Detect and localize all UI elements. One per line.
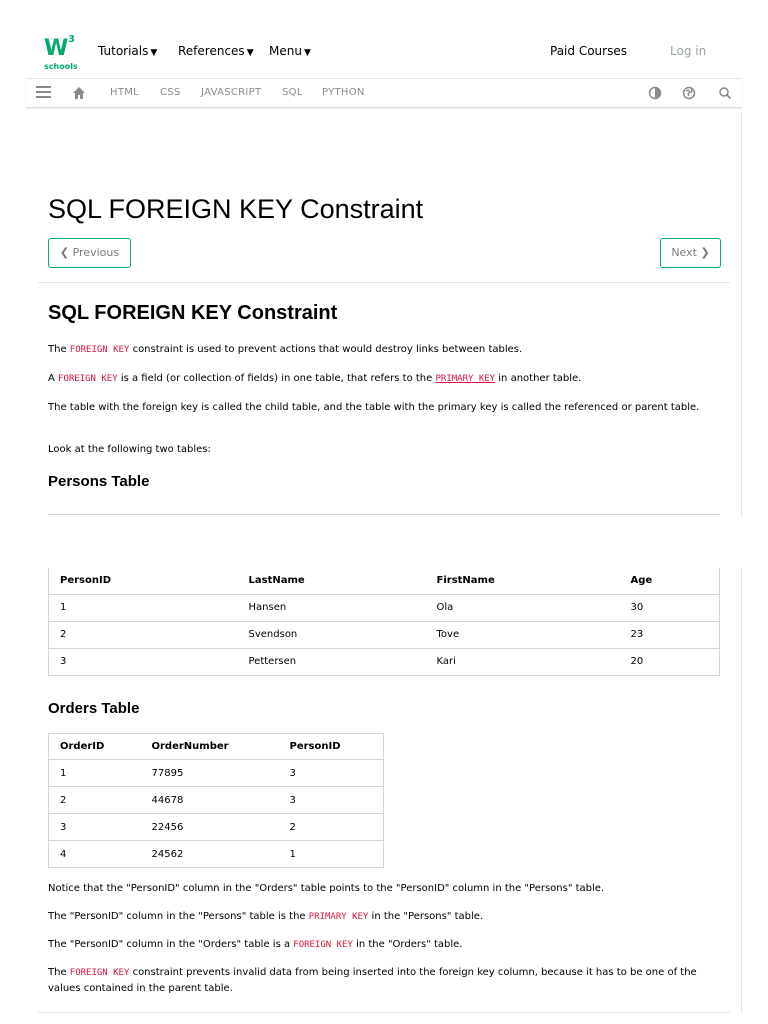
column-header: Age [620, 568, 720, 594]
table-cell: 23 [620, 621, 720, 648]
table-row [49, 621, 720, 648]
table-row [49, 841, 384, 868]
tutorials-label: Tutorials [98, 44, 149, 58]
code-foreign-key: FOREIGN KEY [58, 374, 118, 384]
next-button[interactable]: Next ❯ [660, 238, 721, 268]
code-foreign-key: FOREIGN KEY [293, 940, 353, 950]
home-icon[interactable] [72, 86, 86, 100]
table-cell: Kari [426, 648, 620, 675]
references-menu[interactable] [178, 44, 254, 58]
table-cell: 3 [279, 760, 384, 787]
top-navbar [26, 28, 742, 78]
previous-button[interactable]: ❮ Previous [48, 238, 131, 268]
table-cell: 44678 [141, 787, 279, 814]
divider [38, 1012, 730, 1013]
login-link[interactable]: Log in [670, 44, 707, 58]
table-cell: 30 [620, 594, 720, 621]
page-title: SQL FOREIGN KEY Constraint [48, 194, 424, 224]
column-header: OrderNumber [141, 734, 279, 760]
subnav-python[interactable]: PYTHON [322, 87, 365, 98]
subnav-javascript[interactable]: JAVASCRIPT [201, 87, 262, 98]
subject-navbar [26, 78, 742, 108]
primary-key-link[interactable]: PRIMARY KEY [435, 374, 496, 384]
subnav-css[interactable]: CSS [160, 87, 181, 98]
logo-superscript: 3 [68, 34, 75, 45]
table-cell: 2 [279, 814, 384, 841]
logo-mark: W [44, 36, 67, 61]
w3schools-logo[interactable] [44, 36, 84, 72]
table-cell: 1 [279, 841, 384, 868]
hamburger-menu-icon[interactable] [36, 86, 51, 99]
column-header: OrderID [49, 734, 141, 760]
paragraph-notice: Notice that the "PersonID" column in the "Orders" table points to the "PersonID" column in the "Persons" table. [48, 883, 605, 894]
table-row [49, 814, 384, 841]
table-cell: 77895 [141, 760, 279, 787]
code-foreign-key: FOREIGN KEY [69, 345, 130, 355]
paragraph-child-parent: The table with the foreign key is called the child table, and the table with the primary key is called the referenced or parent table. [48, 402, 700, 413]
globe-icon[interactable] [682, 86, 696, 100]
persons-table-heading: Persons Table [48, 473, 150, 490]
table-cell: 3 [279, 787, 384, 814]
table-cell: 2 [49, 787, 141, 814]
table-cell: 1 [49, 594, 238, 621]
persons-table [48, 568, 720, 676]
content-border [741, 568, 742, 1013]
table-header-row [49, 568, 720, 594]
column-header: LastName [238, 568, 426, 594]
table-cell: Tove [426, 621, 620, 648]
paragraph-look: Look at the following two tables: [48, 444, 211, 455]
paragraph-primary-key: The "PersonID" column in the "Persons" table is the PRIMARY KEY in the "Persons" table. [48, 911, 484, 922]
tutorials-menu[interactable] [98, 44, 157, 58]
caret-down-icon: ▼ [246, 48, 254, 58]
caret-down-icon: ▼ [150, 48, 158, 58]
paragraph-intro: The FOREIGN KEY constraint is used to prevent actions that would destroy links between tables. [48, 344, 523, 355]
table-cell: 3 [49, 814, 141, 841]
table-cell: 4 [49, 841, 141, 868]
content-border [741, 112, 742, 517]
table-row [49, 648, 720, 675]
table-cell: 20 [620, 648, 720, 675]
column-header: PersonID [49, 568, 238, 594]
table-row [49, 760, 384, 787]
paragraph-definition: A FOREIGN KEY is a field (or collection of fields) in one table, that refers to the PRIMARY KEY in another table. [48, 373, 582, 384]
divider [38, 282, 730, 283]
paragraph-foreign-key: The "PersonID" column in the "Orders" table is a FOREIGN KEY in the "Orders" table. [48, 939, 463, 950]
table-cell: 24562 [141, 841, 279, 868]
subnav-sql[interactable]: SQL [282, 87, 303, 98]
search-icon[interactable] [718, 86, 732, 100]
table-cell: 3 [49, 648, 238, 675]
table-cell: 2 [49, 621, 238, 648]
table-cell: 1 [49, 760, 141, 787]
table-cell: Ola [426, 594, 620, 621]
contrast-icon[interactable] [648, 86, 662, 100]
column-header: PersonID [279, 734, 384, 760]
column-header: FirstName [426, 568, 620, 594]
table-cell: Svendson [238, 621, 426, 648]
references-label: References [178, 44, 245, 58]
ad-divider [48, 514, 720, 515]
orders-table [48, 733, 384, 868]
orders-table-heading: Orders Table [48, 700, 140, 717]
subnav-html[interactable]: HTML [110, 87, 140, 98]
paid-courses-link[interactable]: Paid Courses [550, 44, 627, 58]
code-primary-key: PRIMARY KEY [308, 912, 369, 922]
paragraph-constraint: The FOREIGN KEY constraint prevents invalid data from being inserted into the foreign key column, because it has to be one of the values contained in the parent table. [48, 967, 697, 994]
table-row [49, 594, 720, 621]
table-row [49, 787, 384, 814]
table-cell: 22456 [141, 814, 279, 841]
section-title: SQL FOREIGN KEY Constraint [48, 302, 338, 324]
table-cell: Hansen [238, 594, 426, 621]
menu-dropdown[interactable] [269, 44, 311, 58]
code-foreign-key: FOREIGN KEY [69, 968, 130, 978]
caret-down-icon: ▼ [303, 48, 311, 58]
menu-label: Menu [269, 44, 302, 58]
table-cell: Pettersen [238, 648, 426, 675]
logo-text: schools [44, 62, 78, 71]
table-header-row [49, 734, 384, 760]
